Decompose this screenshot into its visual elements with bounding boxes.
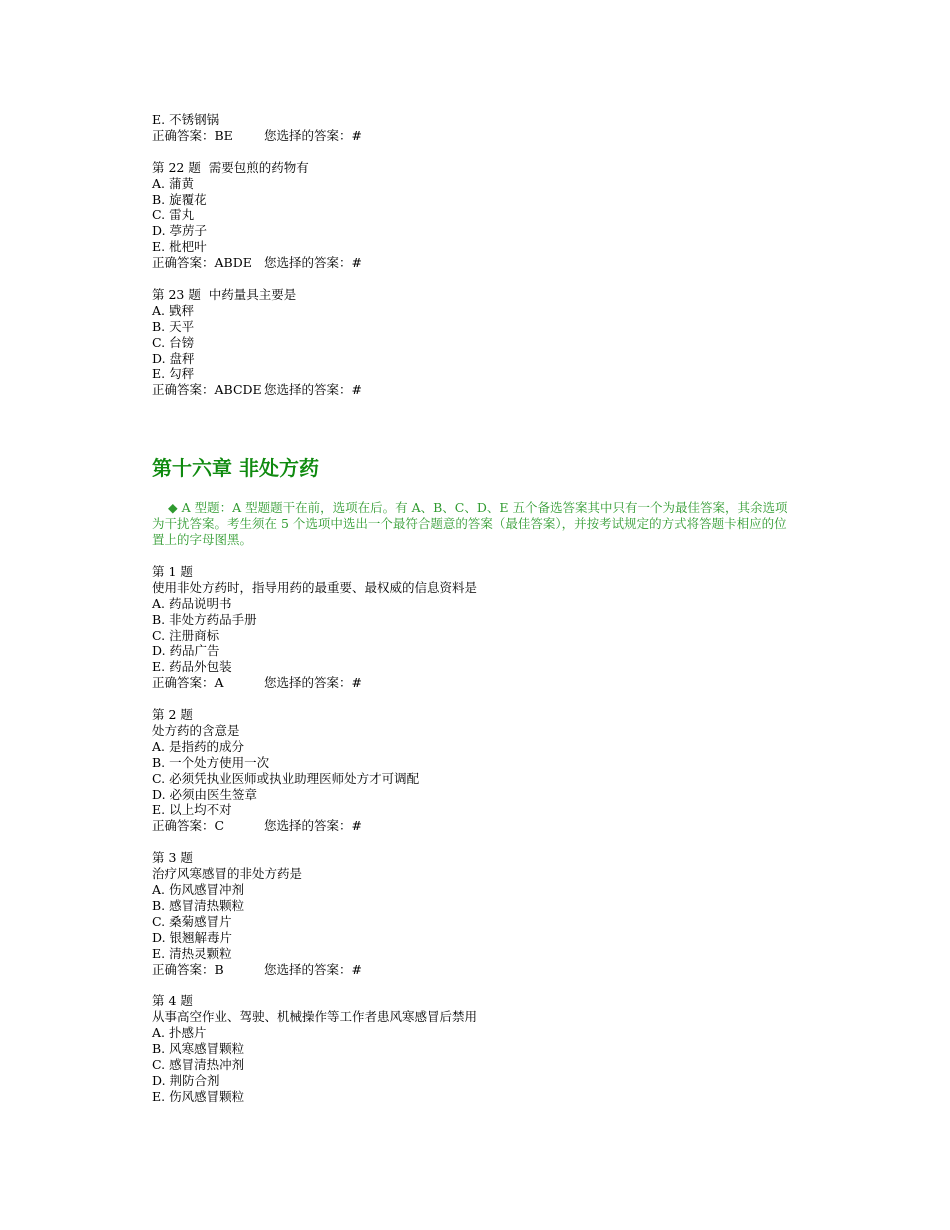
- correct-answer: 正确答案：A: [152, 675, 224, 691]
- option-b: B. 非处方药品手册: [152, 611, 257, 627]
- question-stem: 从事高空作业、驾驶、机械操作等工作者患风寒感冒后禁用: [152, 1009, 478, 1025]
- option-e: E. 以上均不对: [152, 802, 232, 818]
- option-b: B. 感冒清热颗粒: [152, 897, 245, 913]
- option-d: D. 银翘解毒片: [152, 929, 233, 945]
- option-c: C. 桑菊感冒片: [152, 913, 232, 929]
- answer-row: [152, 128, 812, 144]
- your-answer: 您选择的答案：#: [264, 127, 362, 143]
- option-e: E. 清热灵颗粒: [152, 945, 232, 961]
- answer-row: [152, 382, 812, 398]
- correct-answer: 正确答案：ABCDE: [152, 382, 262, 398]
- correct-answer: 正确答案：B: [152, 961, 224, 977]
- note-text: A 型题：A 型题题干在前，选项在后。有 A、B、C、D、E 五个备选答案其中只有一个为最佳答案，其余选项为干扰答案。考生须在 5 个选项中选出一个最符合题意的答案（最佳答案），并按考试规定的方式将答题卡相应的位置上的字母图黑。: [152, 500, 788, 548]
- option-e: E. 不锈钢锅: [152, 112, 220, 127]
- option-a: A. 戥秤: [152, 302, 194, 318]
- option-d: D. 盘秤: [152, 350, 195, 366]
- your-answer: 您选择的答案：#: [264, 382, 362, 398]
- option-d: D. 葶苈子: [152, 223, 208, 239]
- option-b: B. 风寒感冒颗粒: [152, 1041, 245, 1057]
- option-e: E. 药品外包装: [152, 659, 232, 675]
- option-d: D. 必须由医生签章: [152, 786, 258, 802]
- option-e: E. 伤风感冒颗粒: [152, 1088, 245, 1104]
- question-22: [152, 160, 812, 271]
- document-page: [152, 112, 812, 1105]
- your-answer: 您选择的答案：#: [264, 818, 362, 834]
- question-stem: 处方药的含意是: [152, 722, 240, 738]
- diamond-bullet-icon: ◆: [168, 500, 178, 516]
- correct-answer: 正确答案：C: [152, 818, 225, 834]
- question-number: 第 2 题: [152, 707, 193, 723]
- question-number: 第 4 题: [152, 993, 193, 1009]
- your-answer: 您选择的答案：#: [264, 675, 362, 691]
- option-e: E. 勾秤: [152, 366, 195, 382]
- your-answer: 您选择的答案：#: [264, 961, 362, 977]
- correct-answer: 正确答案：BE: [152, 127, 233, 143]
- option-b: B. 旋覆花: [152, 191, 207, 207]
- question-number: 第 3 题: [152, 850, 193, 866]
- option-c: C. 注册商标: [152, 627, 220, 643]
- option-c: C. 感冒清热冲剂: [152, 1056, 245, 1072]
- question-stem: 治疗风寒感冒的非处方药是: [152, 866, 303, 882]
- option-a: A. 伤风感冒冲剂: [152, 881, 244, 897]
- answer-row: [152, 962, 812, 978]
- question-23: [152, 287, 812, 398]
- question-number: 第 1 题: [152, 563, 193, 579]
- option-c: C. 台镑: [152, 334, 195, 350]
- answer-row: [152, 818, 812, 834]
- answer-row: [152, 255, 812, 271]
- option-c: C. 雷丸: [152, 207, 195, 223]
- question-stem: 使用非处方药时，指导用药的最重要、最权威的信息资料是: [152, 579, 478, 595]
- correct-answer: 正确答案：ABDE: [152, 255, 252, 271]
- question-2: [152, 707, 812, 834]
- question-type-note: [152, 500, 797, 548]
- answer-row: [152, 675, 812, 691]
- option-b: B. 天平: [152, 318, 195, 334]
- option-e: E. 枇杷叶: [152, 239, 207, 255]
- option-a: A. 是指药的成分: [152, 738, 244, 754]
- question-4: [152, 993, 812, 1104]
- question-1: [152, 564, 812, 691]
- option-a: A. 药品说明书: [152, 595, 232, 611]
- your-answer: 您选择的答案：#: [264, 255, 362, 271]
- option-d: D. 荆防合剂: [152, 1072, 220, 1088]
- question-title: 第 23 题 中药量具主要是: [152, 286, 297, 302]
- chapter-title: 第十六章 非处方药: [152, 456, 319, 481]
- option-c: C. 必须凭执业医师或执业助理医师处方才可调配: [152, 770, 420, 786]
- option-b: B. 一个处方使用一次: [152, 754, 270, 770]
- question-3: [152, 850, 812, 977]
- option-a: A. 蒲黄: [152, 175, 194, 191]
- question-21-tail: [152, 112, 812, 144]
- question-title: 第 22 题 需要包煎的药物有: [152, 159, 309, 175]
- option-a: A. 扑感片: [152, 1025, 207, 1041]
- option-d: D. 药品广告: [152, 643, 220, 659]
